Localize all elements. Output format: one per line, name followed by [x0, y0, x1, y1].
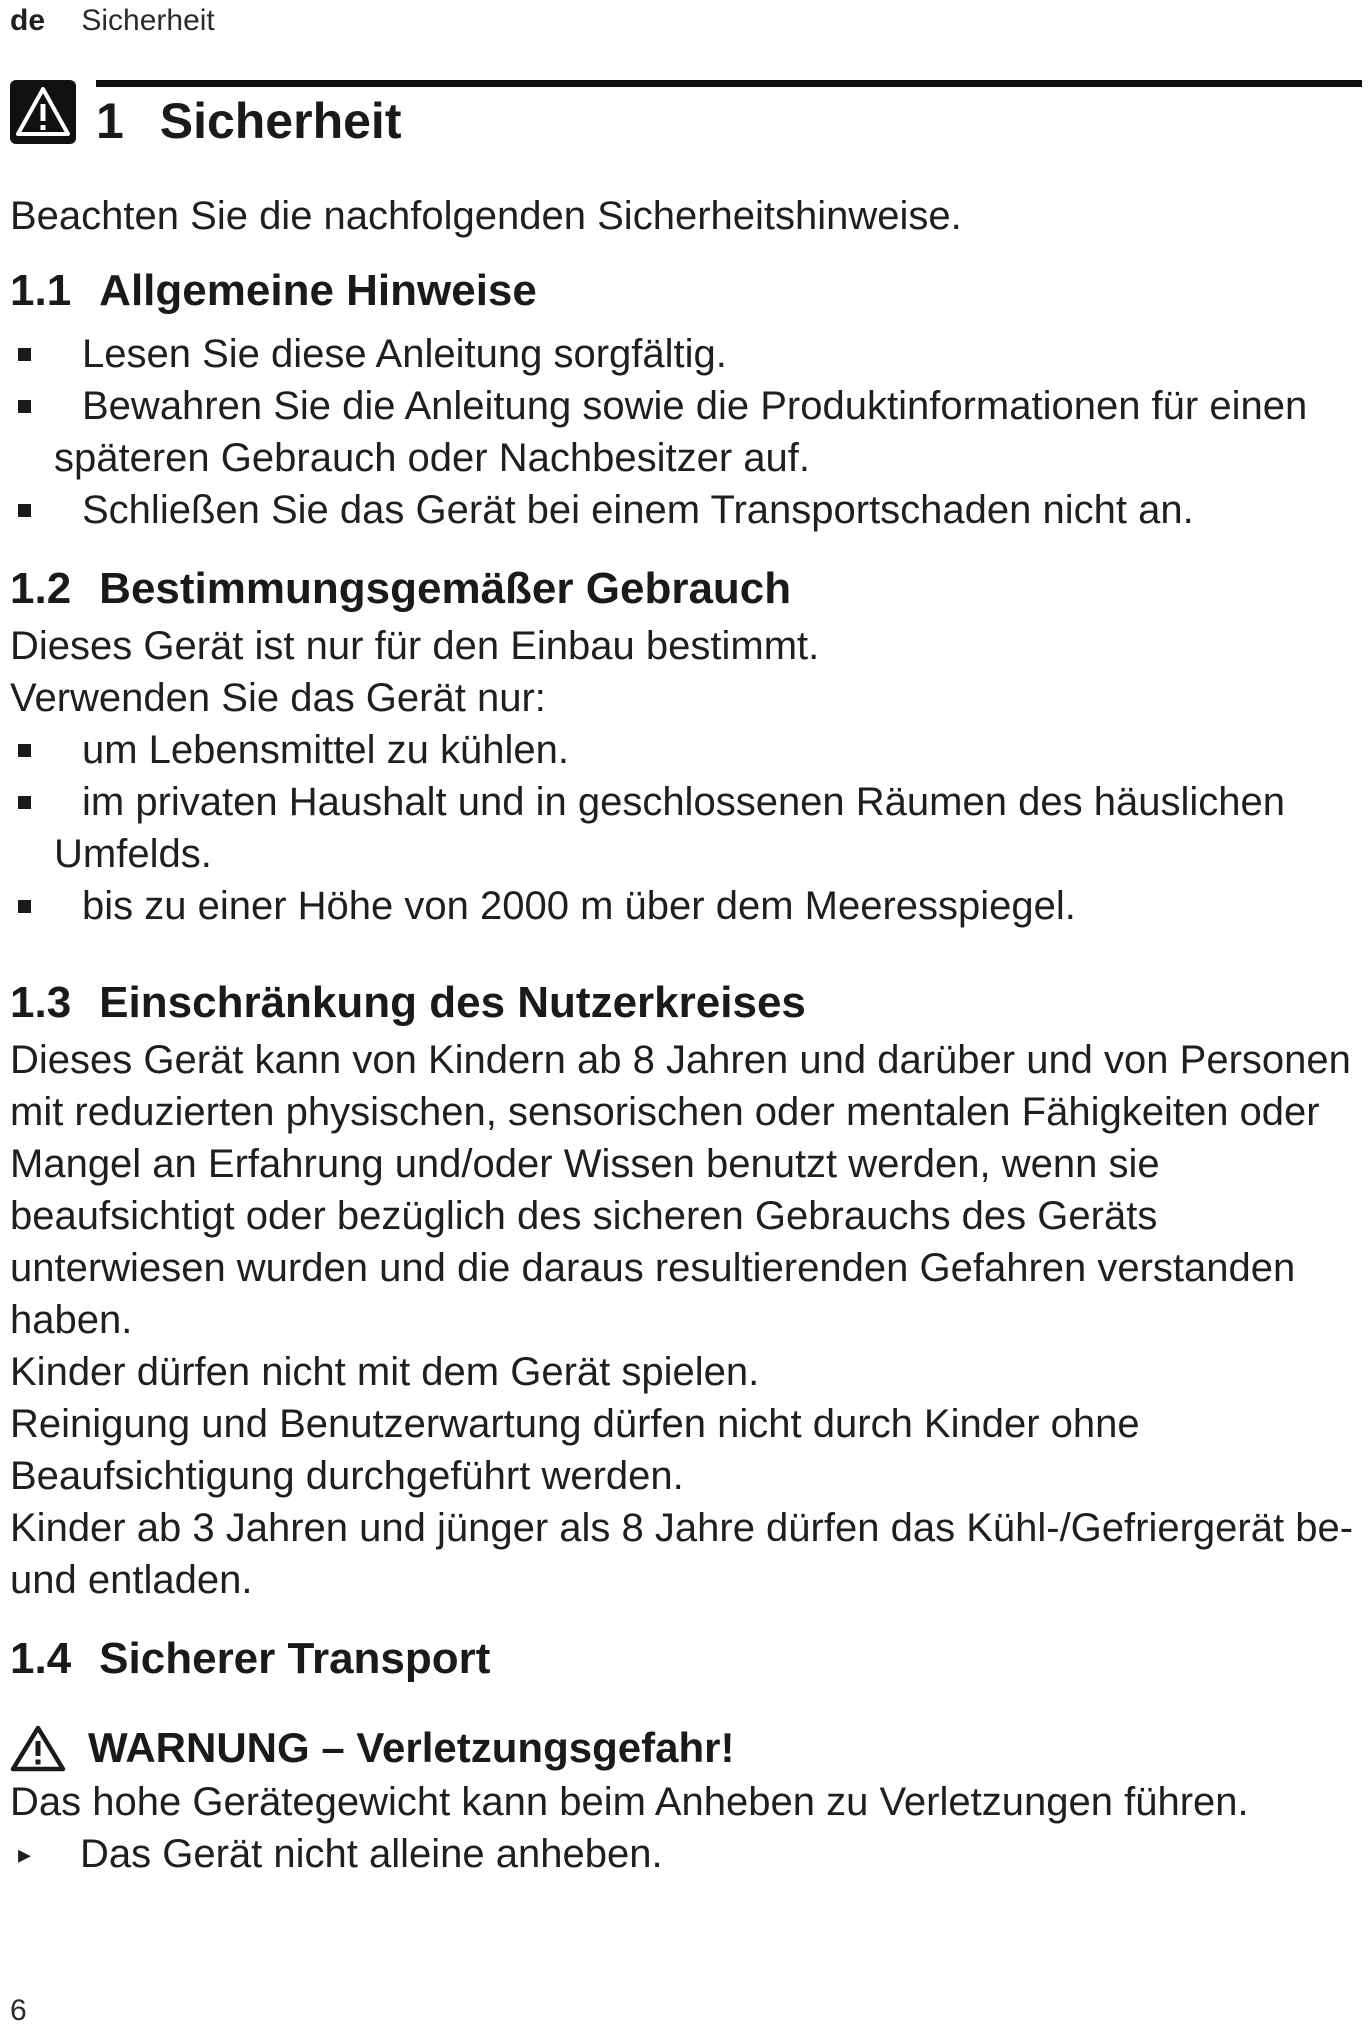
paragraph: Kinder ab 3 Jahren und jünger als 8 Jahre dürfen das Kühl-/Gefriergerät be- und entladen.	[10, 1506, 1354, 1602]
section-heading	[10, 558, 1362, 620]
section-title: Allgemeine Hinweise	[99, 266, 537, 315]
language-code: de	[10, 4, 46, 37]
paragraph: Dieses Gerät ist nur für den Einbau bestimmt.	[10, 624, 820, 668]
section-number: 1.4	[10, 1634, 72, 1683]
list-item: um Lebensmittel zu kühlen.	[10, 724, 1362, 776]
warning-triangle-icon	[10, 80, 76, 144]
section-heading	[10, 260, 1362, 322]
action-step	[10, 1828, 1362, 1880]
section-title: Sicherer Transport	[99, 1634, 491, 1683]
chapter-number: 1	[96, 93, 124, 149]
paragraph: Verwenden Sie das Gerät nur:	[10, 676, 546, 720]
chapter-title	[96, 94, 401, 149]
section-number: 1.3	[10, 978, 72, 1027]
section-heading	[10, 1628, 1362, 1690]
chapter-rule	[96, 80, 1362, 87]
chapter-title-text: Sicherheit	[159, 93, 402, 149]
bullet-list	[10, 724, 1362, 932]
intro-text: Beachten Sie die nachfolgenden Sicherheitshinweise.	[10, 194, 962, 238]
section-heading	[10, 972, 1362, 1034]
paragraph: Dieses Gerät kann von Kindern ab 8 Jahren und darüber und von Personen mit reduzierten physischen, sensorischen oder mentalen Fähigkeiten oder Mangel an Erfahrung und/oder Wissen benutzt werden, wenn sie beaufsichtigt oder bezüglich des sicheren Gebrauchs des Geräts unterwiesen wurden und die daraus resultierenden Gefahren verstanden haben.	[10, 1038, 1351, 1342]
warning-heading	[10, 1720, 1362, 1776]
warning-title: WARNUNG – Verletzungsgefahr!	[88, 1724, 735, 1771]
section-number: 1.1	[10, 266, 72, 315]
section-number: 1.2	[10, 564, 72, 613]
list-item: bis zu einer Höhe von 2000 m über dem Meeresspiegel.	[10, 880, 1362, 932]
running-header	[10, 4, 215, 38]
page-number: 6	[10, 1994, 27, 2027]
warning-triangle-icon	[10, 1724, 66, 1772]
section-title: Bestimmungsgemäßer Gebrauch	[99, 564, 792, 613]
bullet-list	[10, 328, 1362, 536]
list-item: im privaten Haushalt und in geschlossenen Räumen des häuslichen Umfelds.	[10, 776, 1362, 880]
page-content	[10, 190, 1362, 1880]
list-item: Schließen Sie das Gerät bei einem Transportschaden nicht an.	[10, 484, 1362, 536]
warning-text: Das hohe Gerätegewicht kann beim Anheben zu Verletzungen führen.	[10, 1780, 1249, 1824]
triangle-right-icon: ▸	[18, 1839, 32, 1869]
paragraph: Reinigung und Benutzerwartung dürfen nicht durch Kinder ohne Beaufsichtigung durchgeführt werden.	[10, 1402, 1140, 1498]
section-title: Einschränkung des Nutzerkreises	[99, 978, 806, 1027]
list-item: Bewahren Sie die Anleitung sowie die Produktinformationen für einen späteren Gebrauch oder Nachbesitzer auf.	[10, 380, 1362, 484]
paragraph: Kinder dürfen nicht mit dem Gerät spielen.	[10, 1350, 760, 1394]
list-item: Lesen Sie diese Anleitung sorgfältig.	[10, 328, 1362, 380]
header-section: Sicherheit	[81, 4, 215, 37]
step-text: Das Gerät nicht alleine anheben.	[80, 1832, 663, 1876]
